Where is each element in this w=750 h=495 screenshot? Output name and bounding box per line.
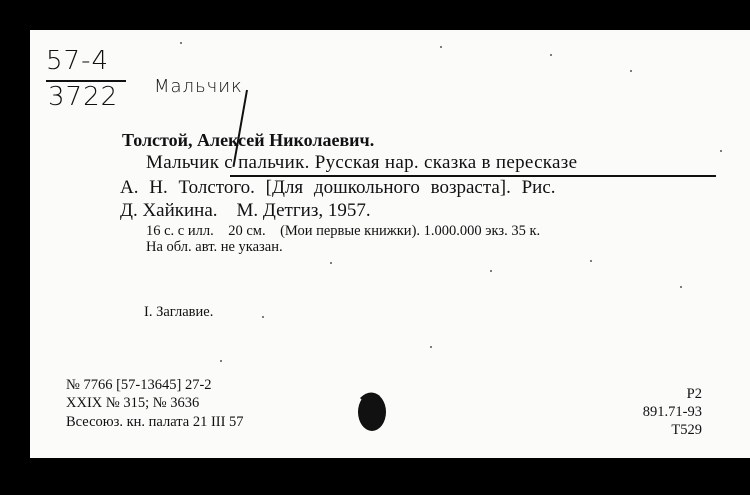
title-line-3: Д. Хайкина. М. Детгиз, 1957.	[120, 200, 371, 221]
scan-speck	[490, 270, 492, 272]
scan-speck	[630, 70, 632, 72]
handwritten-note: Мальчик	[154, 76, 243, 97]
classification-code-1: Р2	[686, 386, 702, 402]
collation-line-2: На обл. авт. не указан.	[146, 239, 283, 255]
scan-speck	[590, 260, 592, 262]
registry-line-2: XXIX № 315; № 3636	[66, 395, 200, 411]
scan-speck	[440, 46, 442, 48]
scan-speck	[550, 54, 552, 56]
scan-speck	[430, 346, 432, 348]
collation-line-1: 16 с. с илл. 20 см. (Мои первые книжки). 1.000.000 экз. 35 к.	[146, 223, 541, 239]
author-heading: Толстой, Алексей Николаевич.	[122, 130, 375, 150]
handwritten-shelfmark-bottom: 3722	[48, 82, 119, 112]
scan-speck	[330, 262, 332, 264]
scan-speck	[262, 316, 264, 318]
catalog-card	[30, 30, 750, 458]
ink-blot	[352, 386, 392, 436]
scan-speck	[180, 42, 182, 44]
subject-entry: I. Заглавие.	[144, 304, 214, 320]
classification-code-3: Т529	[671, 422, 702, 438]
classification-code-2: 891.71-93	[642, 404, 702, 420]
scan-speck	[220, 360, 222, 362]
scan-speck	[680, 286, 682, 288]
registry-line-3: Всесоюз. кн. палата 21 III 57	[66, 414, 244, 430]
registry-line-1: № 7766 [57-13645] 27-2	[66, 377, 212, 393]
title-line-1: Мальчик с пальчик. Русская нар. сказка в пересказе	[146, 152, 578, 173]
handwritten-shelfmark-top: 57-4	[46, 46, 110, 76]
title-line-2: А. Н. Толстого. [Для дошкольного возраста]. Рис.	[120, 177, 556, 198]
scan-speck	[720, 150, 722, 152]
